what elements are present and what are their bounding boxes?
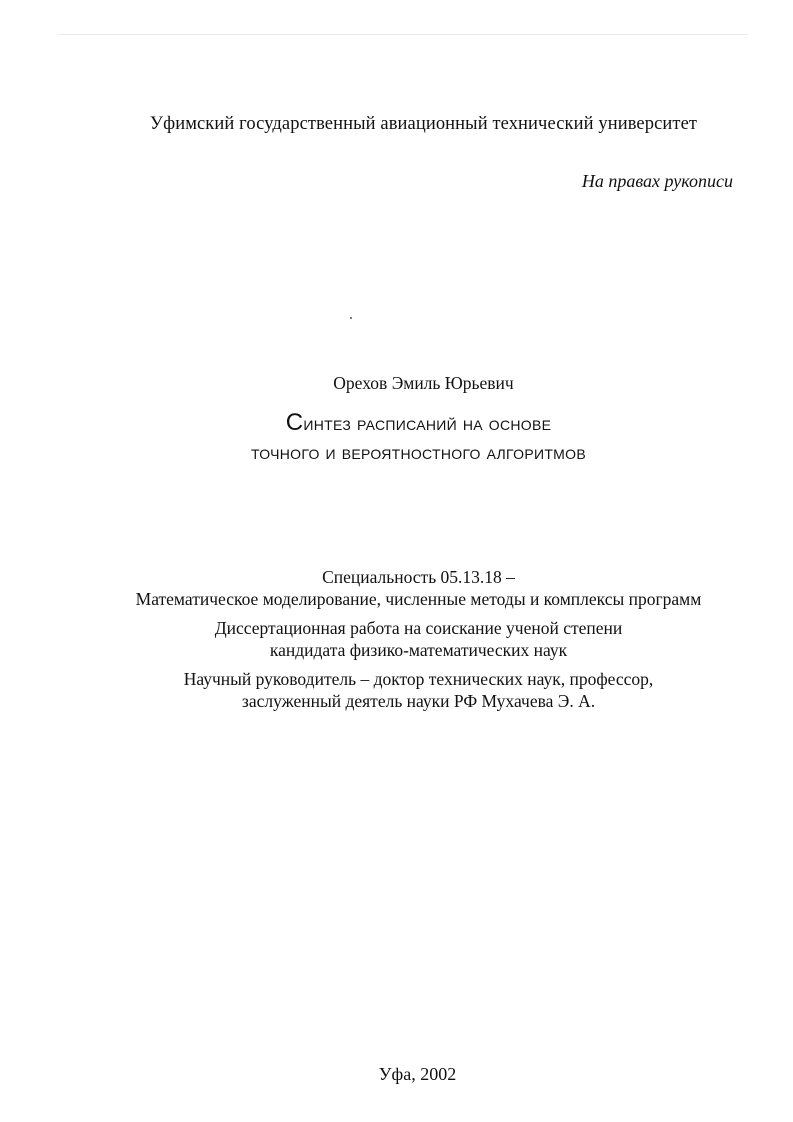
degree-line-1: Диссертационная работа на соискание ученой степени [214,618,623,638]
author-name: Орехов Эмиль Юрьевич [333,373,514,393]
title-line-1 [44,408,793,439]
manuscript-note: На правах рукописи [581,171,733,191]
supervisor-line-2: заслуженный деятель науки РФ Мухачева Э. А. [241,691,596,711]
title-initial: С [285,409,304,436]
university-name: Уфимский государственный авиационный технический университет [149,114,698,134]
dissertation-title [0,408,793,468]
specialty-block [44,566,793,610]
degree-block [44,617,793,661]
specialty-name: Математическое моделирование, численные методы и комплексы программ [135,589,702,609]
specialty-code: Специальность 05.13.18 – [322,567,515,587]
title-line-2: точного и вероятностного алгоритмов [251,442,586,464]
city-year: Уфа, 2002 [378,1064,457,1084]
supervisor-line-1: Научный руководитель – доктор технических наук, профессор, [183,669,654,689]
degree-line-2: кандидата физико-математических наук [269,640,568,660]
supervisor-block [44,668,793,712]
scan-speck [350,317,352,319]
scan-edge-line [58,34,748,35]
title-line-1-rest: интез расписаний на основе [303,413,552,435]
dissertation-details [0,566,793,719]
